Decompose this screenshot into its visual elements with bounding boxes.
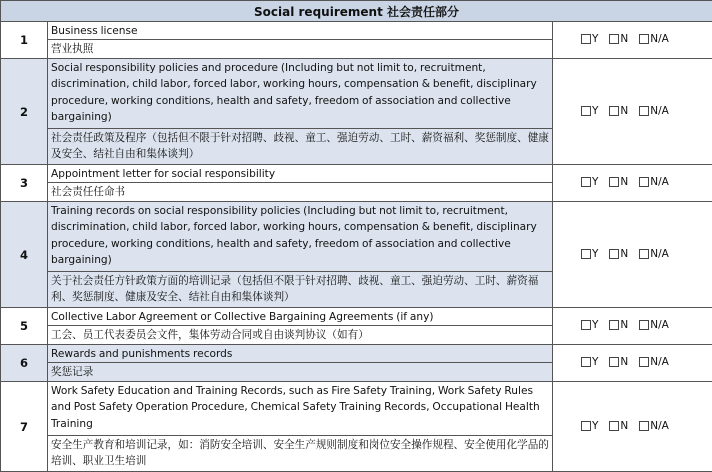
option-label: N <box>620 356 628 368</box>
requirement-chinese: 奖惩记录 <box>48 363 552 381</box>
table-row <box>1 59 712 165</box>
option-label: N/A <box>650 248 669 260</box>
checkbox[interactable] <box>639 177 649 187</box>
requirement-english: Training records on social responsibility policies (Including but not limit to, recruitment, discrimination, child labor, forced labor, working hours, compensation & benefit, disciplinary procedure, working conditions, health and safety, freedom of association and collective bargaining) <box>48 202 552 272</box>
checkbox[interactable] <box>609 249 619 259</box>
answer-options <box>553 202 712 308</box>
answer-options <box>553 308 712 345</box>
option-label: N/A <box>650 176 669 188</box>
option-label: Y <box>592 33 598 45</box>
requirement-english: Collective Labor Agreement or Collective Bargaining Agreements (if any) <box>48 308 552 326</box>
checkbox[interactable] <box>609 357 619 367</box>
checkbox[interactable] <box>581 249 591 259</box>
checkbox[interactable] <box>639 34 649 44</box>
answer-options <box>553 345 712 382</box>
row-number: 5 <box>1 308 48 345</box>
option-label: Y <box>592 105 598 117</box>
requirement-chinese: 关于社会责任方针政策方面的培训记录（包括但不限于针对招聘、歧视、童工、强迫劳动、工时、薪资福利、奖惩制度、健康及安全、结社自由和集体谈判） <box>48 272 552 307</box>
row-number: 2 <box>1 59 48 165</box>
option-na[interactable] <box>639 176 669 188</box>
option-label: N <box>620 176 628 188</box>
option-label: N/A <box>650 33 669 45</box>
row-number: 7 <box>1 382 48 472</box>
row-number: 4 <box>1 202 48 308</box>
option-label: N <box>620 319 628 331</box>
option-label: N/A <box>650 319 669 331</box>
checkbox[interactable] <box>581 106 591 116</box>
requirement-chinese: 安全生产教育和培训记录，如：消防安全培训、安全生产规则制度和岗位安全操作规程、安全使用化学品的培训、职业卫生培训 <box>48 436 552 471</box>
option-y[interactable] <box>581 319 598 331</box>
table-row <box>1 382 712 472</box>
checkbox[interactable] <box>581 320 591 330</box>
answer-options <box>553 165 712 202</box>
option-na[interactable] <box>639 33 669 45</box>
requirement-english: Social responsibility policies and procedure (Including but not limit to, recruitment, discrimination, child labor, forced labor, working hours, compensation & benefit, disciplinary procedure, working conditions, health and safety, freedom of association and collective bargaining) <box>48 59 552 129</box>
checkbox[interactable] <box>639 320 649 330</box>
requirement-english: Rewards and punishments records <box>48 345 552 363</box>
checkbox[interactable] <box>609 34 619 44</box>
checkbox[interactable] <box>609 106 619 116</box>
requirement-text-cell <box>48 22 553 59</box>
option-na[interactable] <box>639 105 669 117</box>
option-label: Y <box>592 356 598 368</box>
option-y[interactable] <box>581 33 598 45</box>
requirement-english: Appointment letter for social responsibility <box>48 165 552 183</box>
checkbox[interactable] <box>609 177 619 187</box>
table-row <box>1 165 712 202</box>
option-label: N <box>620 33 628 45</box>
checkbox[interactable] <box>639 106 649 116</box>
requirement-text-cell <box>48 202 553 308</box>
checkbox[interactable] <box>639 421 649 431</box>
requirement-chinese: 工会、员工代表委员会文件，集体劳动合同或自由谈判协议（如有） <box>48 326 552 344</box>
requirement-chinese: 营业执照 <box>48 40 552 58</box>
answer-options <box>553 59 712 165</box>
option-na[interactable] <box>639 248 669 260</box>
option-y[interactable] <box>581 176 598 188</box>
answer-options <box>553 382 712 472</box>
option-label: N/A <box>650 356 669 368</box>
table-row <box>1 308 712 345</box>
option-label: Y <box>592 176 598 188</box>
checkbox[interactable] <box>639 357 649 367</box>
table-row <box>1 345 712 382</box>
option-label: N/A <box>650 105 669 117</box>
requirement-text-cell <box>48 308 553 345</box>
option-label: N <box>620 105 628 117</box>
checkbox[interactable] <box>639 249 649 259</box>
requirement-english: Business license <box>48 22 552 40</box>
option-y[interactable] <box>581 105 598 117</box>
option-na[interactable] <box>639 356 669 368</box>
option-n[interactable] <box>609 248 628 260</box>
requirement-text-cell <box>48 382 553 472</box>
requirement-chinese: 社会责任任命书 <box>48 183 552 201</box>
header-row <box>1 1 712 22</box>
option-label: N/A <box>650 420 669 432</box>
checkbox[interactable] <box>581 34 591 44</box>
requirement-text-cell <box>48 345 553 382</box>
row-number: 1 <box>1 22 48 59</box>
checkbox[interactable] <box>609 320 619 330</box>
option-n[interactable] <box>609 319 628 331</box>
option-y[interactable] <box>581 356 598 368</box>
option-na[interactable] <box>639 319 669 331</box>
row-number: 3 <box>1 165 48 202</box>
table-title: Social requirement 社会责任部分 <box>1 1 712 22</box>
option-y[interactable] <box>581 420 598 432</box>
requirement-english: Work Safety Education and Training Records, such as Fire Safety Training, Work Safety Rules and Post Safety Operation Procedure, Chemical Safety Training Records, Occupational Health Training <box>48 382 552 436</box>
option-n[interactable] <box>609 420 628 432</box>
answer-options <box>553 22 712 59</box>
checkbox[interactable] <box>581 177 591 187</box>
requirement-chinese: 社会责任政策及程序（包括但不限于针对招聘、歧视、童工、强迫劳动、工时、薪资福利、奖惩制度、健康及安全、结社自由和集体谈判） <box>48 129 552 164</box>
option-label: Y <box>592 248 598 260</box>
checkbox[interactable] <box>609 421 619 431</box>
requirement-text-cell <box>48 165 553 202</box>
table-row <box>1 22 712 59</box>
option-n[interactable] <box>609 176 628 188</box>
option-n[interactable] <box>609 356 628 368</box>
checkbox[interactable] <box>581 357 591 367</box>
option-n[interactable] <box>609 105 628 117</box>
option-y[interactable] <box>581 248 598 260</box>
option-na[interactable] <box>639 420 669 432</box>
row-number: 6 <box>1 345 48 382</box>
option-label: Y <box>592 319 598 331</box>
option-label: N <box>620 420 628 432</box>
option-n[interactable] <box>609 33 628 45</box>
requirement-text-cell <box>48 59 553 165</box>
checkbox[interactable] <box>581 421 591 431</box>
option-label: N <box>620 248 628 260</box>
option-label: Y <box>592 420 598 432</box>
table-row <box>1 202 712 308</box>
